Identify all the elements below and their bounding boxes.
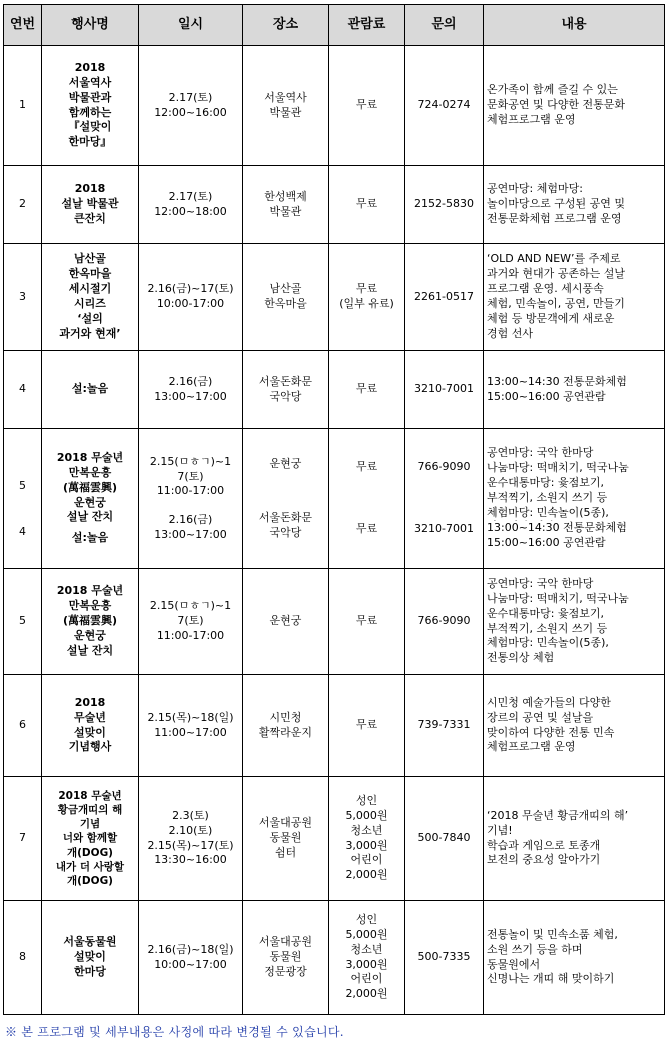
- row-fee: 무료: [329, 569, 405, 675]
- row-event-name: 서울동물원 설맞이 한마당: [42, 901, 139, 1015]
- row-no: 8: [4, 901, 42, 1015]
- row-fee: 성인 5,000원 청소년 3,000원 어린이 2,000원: [329, 777, 405, 901]
- row-desc: ‘OLD AND NEW’를 주제로 과거와 현대가 공존하는 설날 프로그램 운영. 세시풍속 체험, 민속놀이, 공연, 만들기 체험 등 방문객에게 새로운 경험 선사: [484, 244, 665, 351]
- row-no: 4: [4, 351, 42, 429]
- row-date-stack: [139, 429, 243, 569]
- row-no: 4: [19, 525, 26, 539]
- row-fee: 성인 5,000원 청소년 3,000원 어린이 2,000원: [329, 901, 405, 1015]
- row-desc: 공연마당: 국악 한마당 나눔마당: 떡매치기, 떡국나눔 운수대통마당: 윷점보기, 부적찍기, 소원지 쓰기 등 체험마당: 민속놀이(5종), 전통의상 체험: [484, 569, 665, 675]
- row-contact: 2152-5830: [405, 166, 484, 244]
- row-contact: 3210-7001: [414, 522, 474, 536]
- row-contact: 766-9090: [405, 569, 484, 675]
- row-fee: 무료: [329, 46, 405, 166]
- row-contact: 500-7840: [405, 777, 484, 901]
- row-event-name: 2018 서울역사 박물관과 함께하는 『설맞이 한마당』: [42, 46, 139, 166]
- row-place: 서울돈화문 국악당: [243, 351, 329, 429]
- row-contact: 724-0274: [405, 46, 484, 166]
- row-place: 서울대공원 동물원 쉼터: [243, 777, 329, 901]
- row-event-name: 2018 설날 박물관 큰잔치: [42, 166, 139, 244]
- row-contact: 2261-0517: [405, 244, 484, 351]
- header-place: 장소: [243, 5, 329, 46]
- events-table: [3, 4, 665, 1015]
- row-fee: 무료 (일부 유료): [329, 244, 405, 351]
- header-contact: 문의: [405, 5, 484, 46]
- header-no: 연번: [4, 5, 42, 46]
- row-event-name: 2018 무술년 만복운흥 (萬福雲興) 운현궁 설날 잔치: [42, 569, 139, 675]
- row-desc: 시민청 예술가들의 다양한 장르의 공연 및 설날을 맞이하여 다양한 전통 민속 체험프로그램 운영: [484, 675, 665, 777]
- table-row: [4, 244, 665, 351]
- row-fee: 무료: [329, 166, 405, 244]
- row-place: 한성백제 박물관: [243, 166, 329, 244]
- row-date: 2.15(ㅁㅎㄱ)~1 7(토) 11:00-17:00: [149, 454, 232, 498]
- row-place: 서울대공원 동물원 정문광장: [243, 901, 329, 1015]
- table-row: [4, 569, 665, 675]
- row-no: 3: [4, 244, 42, 351]
- row-no: 5: [19, 479, 26, 493]
- row-place: 남산골 한옥마을: [243, 244, 329, 351]
- header-desc: 내용: [484, 5, 665, 46]
- table-row: [4, 351, 665, 429]
- row-event-name-stack: [42, 429, 139, 569]
- table-row: [4, 675, 665, 777]
- row-event-name: 2018 무술년 황금개띠의 해 기념 너와 함께할 개(DOG) 내가 더 사랑할 개(DOG): [42, 777, 139, 901]
- row-fee-stack: [329, 429, 405, 569]
- header-date: 일시: [139, 5, 243, 46]
- row-contact-stack: [405, 429, 484, 569]
- table-row: [4, 46, 665, 166]
- row-no: 6: [4, 675, 42, 777]
- row-fee: 무료: [355, 522, 378, 536]
- row-desc: ‘2018 무술년 황금개띠의 해’ 기념! 학습과 게임으로 토종개 보전의 중요성 알아가기: [484, 777, 665, 901]
- row-fee: 무료: [329, 351, 405, 429]
- row-place: 서울역사 박물관: [243, 46, 329, 166]
- row-place: 시민청 활짝라운지: [243, 675, 329, 777]
- header-fee: 관람료: [329, 5, 405, 46]
- row-desc: 13:00~14:30 전통문화체험 15:00~16:00 공연관람: [487, 521, 627, 549]
- row-date: 2.17(토) 12:00~16:00: [139, 46, 243, 166]
- row-contact: 739-7331: [405, 675, 484, 777]
- row-place: 운현궁: [269, 456, 302, 470]
- header-row: [4, 5, 665, 46]
- row-date: 2.15(ㅁㅎㄱ)~1 7(토) 11:00-17:00: [139, 569, 243, 675]
- row-date: 2.15(목)~18(일) 11:00~17:00: [139, 675, 243, 777]
- row-date: 2.16(금)~17(토) 10:00-17:00: [139, 244, 243, 351]
- row-place: 서울돈화문 국악당: [258, 510, 313, 539]
- row-place: 운현궁: [243, 569, 329, 675]
- row-place-stack: [243, 429, 329, 569]
- row-no: 1: [4, 46, 42, 166]
- row-date: 2.17(토) 12:00~18:00: [139, 166, 243, 244]
- row-date: 2.16(금)~18(일) 10:00~17:00: [139, 901, 243, 1015]
- header-name: 행사명: [42, 5, 139, 46]
- row-no: 7: [4, 777, 42, 901]
- row-desc: 공연마당: 체험마당: 놀이마당으로 구성된 공연 및 전통문화체험 프로그램 운영: [484, 166, 665, 244]
- footnote: ※ 본 프로그램 및 세부내용은 사정에 따라 변경될 수 있습니다.: [5, 1025, 344, 1039]
- row-date: 2.3(토) 2.10(토) 2.15(목)~17(토) 13:30~16:00: [139, 777, 243, 901]
- row-desc: 전통놀이 및 민속소품 체험, 소원 쓰기 등을 하며 동물원에서 신명나는 개띠 해 맞이하기: [484, 901, 665, 1015]
- row-contact: 500-7335: [405, 901, 484, 1015]
- table-row: [4, 777, 665, 901]
- row-desc-stack: [484, 429, 665, 569]
- row-event-name: 2018 무술년 설맞이 기념행사: [42, 675, 139, 777]
- row-event-name: 설:놀음: [71, 531, 109, 545]
- row-no-stack: [4, 429, 42, 569]
- row-date: 2.16(금) 13:00~17:00: [154, 512, 227, 541]
- row-event-name: 남산골 한옥마을 세시절기 시리즈 ‘설의 과거와 현재’: [42, 244, 139, 351]
- row-fee: 무료: [329, 675, 405, 777]
- row-contact: 766-9090: [417, 460, 471, 474]
- row-desc: 13:00~14:30 전통문화체험 15:00~16:00 공연관람: [484, 351, 665, 429]
- row-contact: 3210-7001: [405, 351, 484, 429]
- table-row: [4, 901, 665, 1015]
- row-desc: 온가족이 함께 즐길 수 있는 문화공연 및 다양한 전통문화 체험프로그램 운영: [484, 46, 665, 166]
- table-row: [4, 166, 665, 244]
- row-no: 5: [4, 569, 42, 675]
- row-desc: 공연마당: 국악 한마당 나눔마당: 떡매치기, 떡국나눔 운수대통마당: 윷점보기, 부적찍기, 소원지 쓰기 등 체험마당: 민속놀이(5종),: [487, 446, 629, 519]
- row-no: 2: [4, 166, 42, 244]
- row-date: 2.16(금) 13:00~17:00: [139, 351, 243, 429]
- table-row-overlapped: [4, 429, 665, 569]
- row-event-name: 설:놀음: [42, 351, 139, 429]
- row-event-name: 2018 무술년 만복운흥 (萬福雲興) 운현궁 설날 잔치: [56, 451, 124, 524]
- row-fee: 무료: [355, 460, 378, 474]
